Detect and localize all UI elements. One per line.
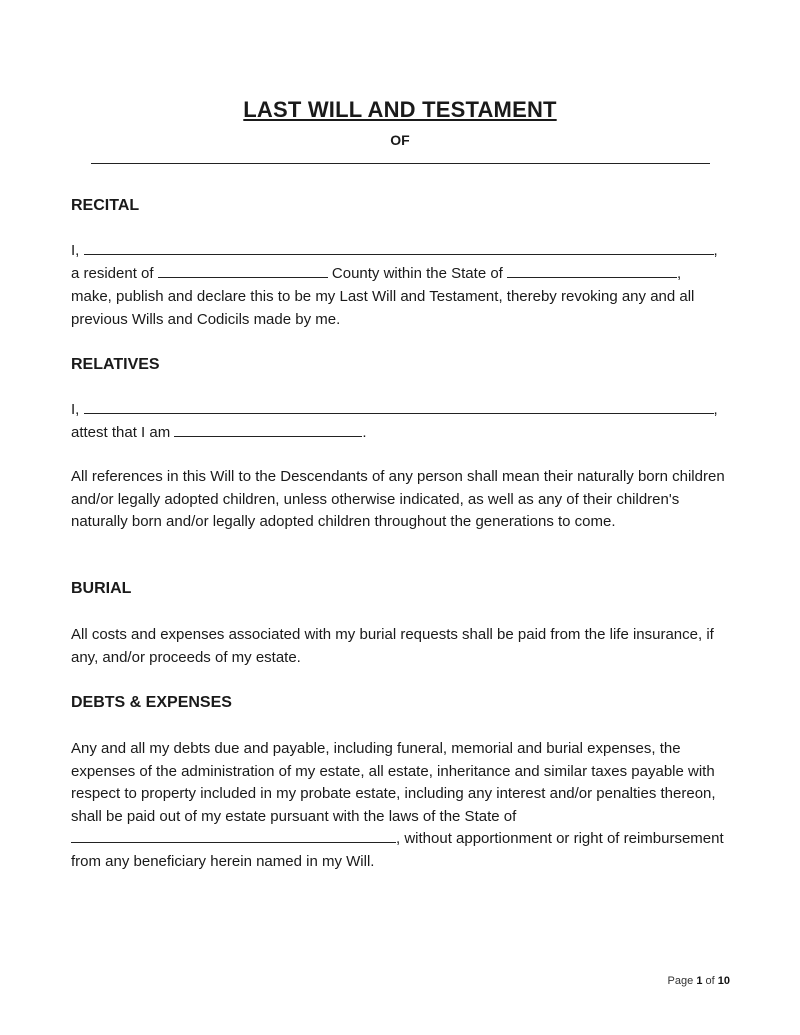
relatives-heading: RELATIVES — [71, 356, 160, 373]
relatives-status-suffix: . — [362, 424, 367, 441]
recital-state-field[interactable] — [507, 263, 677, 278]
relatives-name-field[interactable] — [84, 399, 714, 414]
document-title: LAST WILL AND TESTAMENT — [243, 97, 557, 122]
debts-text-after: , without apportionment or right of reimbursement from any beneficiary herein named in my Will. — [71, 830, 724, 870]
page-number — [668, 975, 730, 987]
recital-text: make, publish and declare this to be my Last Will and Testament, thereby revoking any and all previous Wills and Codicils made by me. — [71, 288, 695, 328]
recital-state-suffix: , — [677, 265, 682, 282]
relatives-status-line — [71, 422, 731, 444]
debts-text — [71, 738, 733, 873]
document-subtitle: OF — [390, 132, 410, 148]
debts-text-before: Any and all my debts due and payable, including funeral, memorial and burial expenses, the expenses of the administration of my estate, all estate, inheritance and similar taxes payable with respect to property included in my probate estate, including any interest and/or penalties thereon, shall be paid out of my estate pursuant with the laws of the State of — [71, 740, 716, 825]
recital-resident-label: a resident of — [71, 265, 154, 282]
debts-heading: DEBTS & EXPENSES — [71, 694, 232, 711]
relatives-name-suffix: , — [713, 401, 718, 418]
page-of: of — [705, 975, 715, 987]
relatives-name-line — [71, 399, 731, 421]
recital-residence-line — [71, 263, 731, 285]
page-total: 10 — [717, 975, 730, 987]
recital-name-prefix: I, — [71, 242, 80, 259]
recital-county-label: County within the State of — [331, 265, 503, 282]
recital-name-line — [71, 240, 731, 262]
recital-county-field[interactable] — [158, 263, 328, 278]
recital-heading: RECITAL — [71, 197, 140, 214]
page-label: Page — [667, 975, 694, 987]
recital-name-suffix: , — [713, 242, 718, 259]
burial-heading: BURIAL — [71, 580, 132, 597]
relatives-name-prefix: I, — [71, 401, 80, 418]
relatives-text: All references in this Will to the Descendants of any person shall mean their naturally born children and/or legally adopted children, unless otherwise indicated, as well as any of their children's naturally born and/or legally adopted children throughout the generations to come. — [71, 468, 725, 530]
testator-name-field[interactable] — [91, 163, 710, 164]
burial-text: All costs and expenses associated with my burial requests shall be paid from the life insurance, if any, and/or proceeds of my estate. — [71, 626, 714, 666]
page-current: 1 — [696, 975, 703, 987]
debts-state-field[interactable] — [71, 828, 396, 843]
relatives-status-field[interactable] — [174, 422, 362, 437]
recital-name-field[interactable] — [84, 240, 714, 255]
relatives-attest-label: attest that I am — [71, 424, 171, 441]
